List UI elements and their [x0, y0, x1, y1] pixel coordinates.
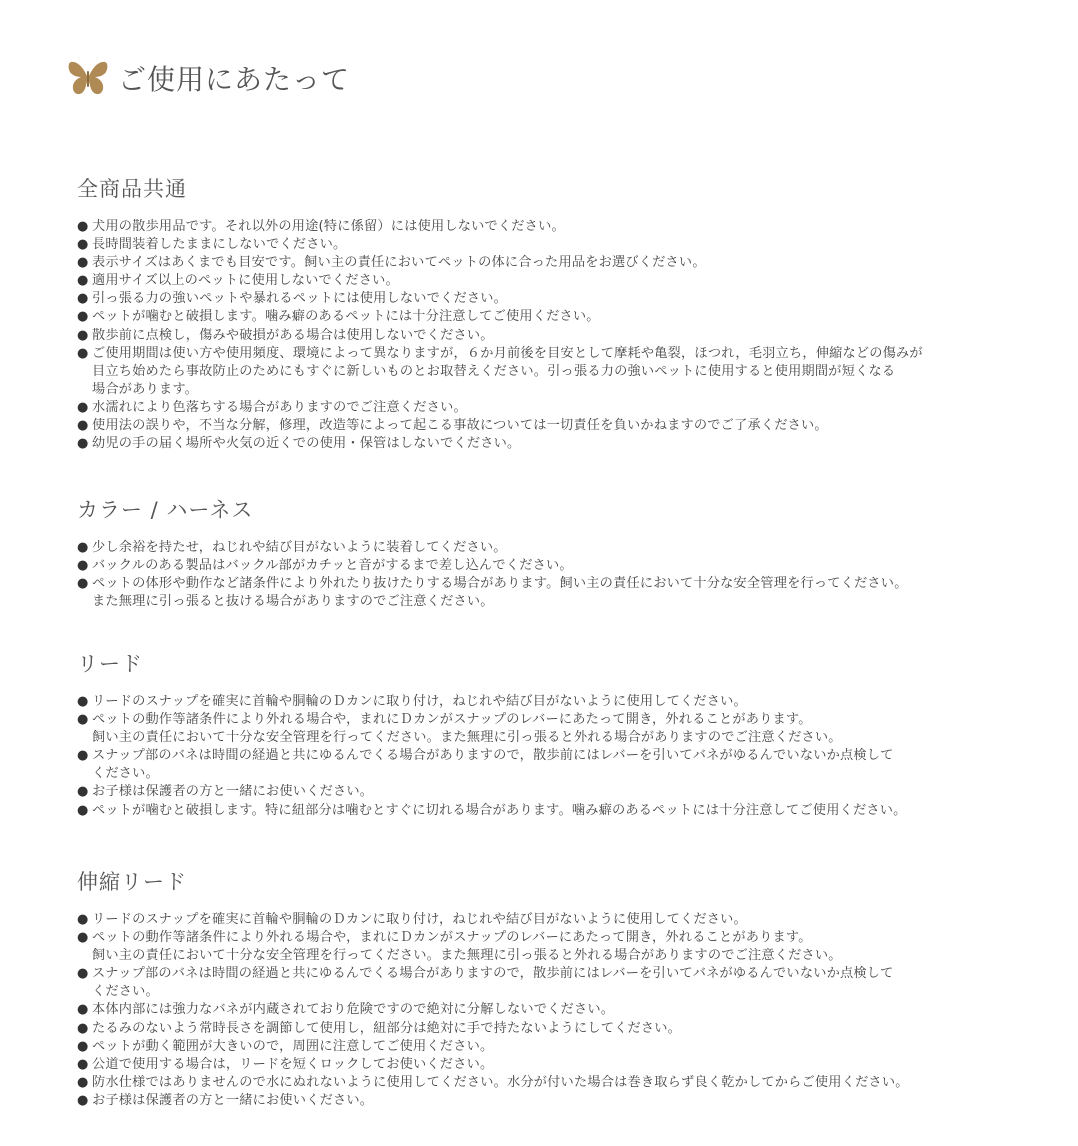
bullet-icon: ●: [77, 784, 89, 800]
bullet-icon: ●: [77, 1002, 89, 1018]
list-item: [77, 693, 1037, 711]
list-item: [77, 399, 1037, 417]
bullet-icon: ●: [77, 748, 89, 764]
bullet-icon: ●: [77, 930, 89, 946]
list-item: [77, 557, 1037, 575]
bullet-icon: ●: [77, 345, 89, 361]
bullet-icon: ●: [77, 540, 89, 555]
bullet-icon: ●: [77, 1038, 89, 1054]
item-list: [77, 693, 1037, 820]
item-text: お子様は保護者の方と一緒にお使いください。: [92, 1092, 374, 1108]
list-item: [77, 1001, 1037, 1019]
list-item: [77, 218, 1037, 236]
item-text: スナップ部のバネは時間の経過と共にゆるんでくる場合がありますので，散歩前にはレバーを引いてバネがゆるんでいないか点検して ください。: [92, 966, 894, 1000]
bullet-icon: ●: [77, 418, 89, 434]
list-item: [77, 783, 1037, 801]
item-text: ペットの動作等諸条件により外れる場合や，まれにＤカンがスナップのレバーにあたって開き，外れることがあります。 飼い主の責任において十分な安全管理を行ってください。また無理に引っ張ると外れる場合がありますのでご注意ください。: [92, 712, 842, 746]
section-lead: [77, 649, 1037, 820]
bullet-icon: ●: [77, 309, 89, 325]
bullet-icon: ●: [77, 966, 89, 982]
bullet-icon: ●: [77, 219, 89, 234]
item-text: ペットが噛むと破損します。噛み癖のあるペットには十分注意してご使用ください。: [92, 309, 600, 325]
bullet-icon: ●: [77, 291, 89, 307]
bullet-icon: ●: [77, 694, 89, 709]
item-text: 公道で使用する場合は，リードを短くロックしてお使いください。: [92, 1056, 494, 1072]
bullet-icon: ●: [77, 1074, 89, 1090]
bullet-icon: ●: [77, 327, 89, 343]
item-text: 適用サイズ以上のペットに使用しないでください。: [92, 273, 399, 289]
item-text: ペットが噛むと破損します。特に紐部分は噛むとすぐに切れる場合があります。噛み癖のあるペットには十分注意してご使用ください。: [92, 802, 907, 818]
page-header: [68, 58, 350, 98]
section-collar-harness: [77, 495, 1037, 611]
item-text: ペットが動く範囲が大きいので，周囲に注意してご使用ください。: [92, 1038, 494, 1054]
section-title: 全商品共通: [77, 177, 187, 201]
item-text: スナップ部のバネは時間の経過と共にゆるんでくる場合がありますので，散歩前にはレバーを引いてバネがゆるんでいないか点検して ください。: [92, 748, 894, 782]
list-item: [77, 308, 1037, 326]
item-text: たるみのないよう常時長さを調節して使用し，紐部分は絶対に手で持たないようにしてください。: [92, 1020, 682, 1036]
item-list: [77, 911, 1037, 1110]
list-item: [77, 236, 1037, 254]
butterfly-icon: [68, 59, 108, 97]
item-text: ご使用期間は使い方や使用頻度、環境によって異なりますが，６か月前後を目安として摩耗や亀裂，ほつれ，毛羽立ち，伸縮などの傷みが 目立ち始めたら事故防止のためにもすぐに新しいものとお取替えください。引っ張る力の強いペットに使用すると使用期間が短くなる 場合があります。: [92, 345, 923, 397]
bullet-icon: ●: [77, 558, 89, 574]
list-item: [77, 327, 1037, 345]
bullet-icon: ●: [77, 712, 89, 728]
item-text: お子様は保護者の方と一緒にお使いください。: [92, 784, 374, 800]
item-text: リードのスナップを確実に首輪や胴輪のＤカンに取り付け，ねじれや結び目がないように使用してください。: [92, 912, 747, 927]
item-text: 長時間装着したままにしないでください。: [92, 237, 347, 253]
list-item: [77, 254, 1037, 272]
bullet-icon: ●: [77, 1020, 89, 1036]
item-text: リードのスナップを確実に首輪や胴輪のＤカンに取り付け，ねじれや結び目がないように使用してください。: [92, 694, 747, 709]
bullet-icon: ●: [77, 237, 89, 253]
item-text: バックルのある製品はバックル部がカチッと音がするまで差し込んでください。: [92, 558, 573, 574]
list-item: [77, 290, 1037, 308]
bullet-icon: ●: [77, 802, 89, 818]
item-text: 防水仕様ではありませんので水にぬれないように使用してください。水分が付いた場合は巻き取らず良く乾かしてからご使用ください。: [92, 1074, 909, 1090]
list-item: [77, 345, 1037, 399]
page-title: ご使用にあたって: [118, 63, 351, 96]
list-item: [77, 1038, 1037, 1056]
item-text: 使用法の誤りや，不当な分解，修理，改造等によって起こる事故については一切責任を負いかねますのでご了承ください。: [92, 418, 828, 434]
bullet-icon: ●: [77, 1056, 89, 1072]
list-item: [77, 435, 1037, 453]
list-item: [77, 1092, 1037, 1110]
list-item: [77, 711, 1037, 747]
item-text: 水濡れにより色落ちする場合がありますのでご注意ください。: [92, 399, 467, 415]
list-item: [77, 272, 1037, 290]
list-item: [77, 575, 1037, 611]
bullet-icon: ●: [77, 255, 89, 271]
bullet-icon: ●: [77, 912, 89, 927]
item-text: 引っ張る力の強いペットや暴れるペットには使用しないでください。: [92, 291, 508, 307]
section-all-products: [77, 174, 1037, 453]
item-text: 散歩前に点検し，傷みや破損がある場合は使用しないでください。: [92, 327, 494, 343]
list-item: [77, 911, 1037, 929]
item-text: 犬用の散歩用品です。それ以外の用途(特に係留）には使用しないでください。: [92, 219, 565, 234]
list-item: [77, 929, 1037, 965]
bullet-icon: ●: [77, 399, 89, 415]
list-item: [77, 1020, 1037, 1038]
item-text: 表示サイズはあくまでも目安です。飼い主の責任においてペットの体に合った用品をお選びください。: [92, 255, 706, 271]
bullet-icon: ●: [77, 436, 89, 452]
bullet-icon: ●: [77, 576, 89, 592]
list-item: [77, 965, 1037, 1001]
item-text: ペットの体形や動作など諸条件により外れたり抜けたりする場合があります。飼い主の責任において十分な安全管理を行ってください。 また無理に引っ張ると抜ける場合がありますのでご注意ください。: [92, 576, 908, 610]
item-text: 少し余裕を持たせ，ねじれや結び目がないように装着してください。: [92, 540, 507, 555]
item-text: ペットの動作等諸条件により外れる場合や，まれにＤカンがスナップのレバーにあたって開き，外れることがあります。 飼い主の責任において十分な安全管理を行ってください。また無理に引っ張ると外れる場合がありますのでご注意ください。: [92, 930, 842, 964]
list-item: [77, 747, 1037, 783]
list-item: [77, 417, 1037, 435]
item-text: 幼児の手の届く場所や火気の近くでの使用・保管はしないでください。: [92, 436, 521, 452]
section-title: 伸縮リード: [77, 870, 187, 894]
section-title: リード: [77, 652, 143, 676]
list-item: [77, 1056, 1037, 1074]
item-list: [77, 218, 1037, 453]
bullet-icon: ●: [77, 273, 89, 289]
bullet-icon: ●: [77, 1092, 89, 1108]
list-item: [77, 802, 1037, 820]
section-retractable-lead: [77, 867, 1037, 1110]
item-text: 本体内部には強力なバネが内蔵されており危険ですので絶対に分解しないでください。: [92, 1002, 615, 1018]
item-list: [77, 539, 1037, 611]
section-title: カラー / ハーネス: [77, 498, 254, 522]
list-item: [77, 539, 1037, 557]
list-item: [77, 1074, 1037, 1092]
